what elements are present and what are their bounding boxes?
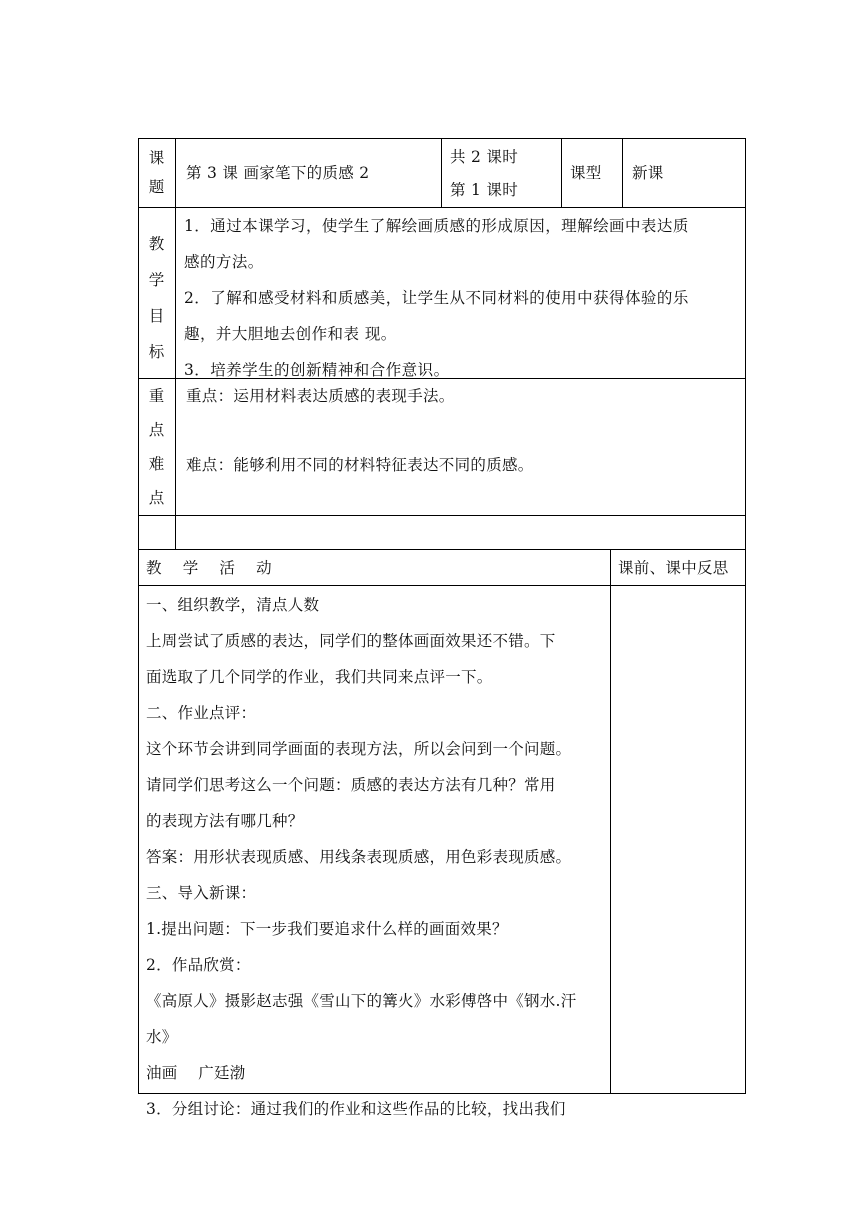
goal-line: 3．培养学生的创新精神和合作意识。 (184, 361, 450, 379)
goals-label-char: 教 (148, 235, 165, 253)
activity-line: 1.提出问题：下一步我们要追求什么样的画面效果？ (146, 920, 508, 938)
keypoints-label (138, 379, 175, 515)
goal-line: 感的方法。 (184, 253, 264, 271)
goals-label-char: 标 (148, 343, 165, 361)
table-divider-keypoints (138, 515, 746, 516)
lesson-title: 第 3 课 画家笔下的质感 2 (186, 164, 370, 182)
table-divider-empty (138, 549, 746, 550)
table-header-line-a (441, 138, 442, 208)
lesson-type-label: 课型 (570, 164, 602, 182)
header-label-char: 题 (148, 178, 165, 196)
activity-line: 答案：用形状表现质感、用线条表现质感，用色彩表现质感。 (146, 848, 572, 866)
table-reflection-column-line (610, 549, 611, 1094)
activity-line: 一、组织教学，清点人数 (146, 596, 320, 614)
reflection-header: 课前、课中反思 (618, 559, 729, 577)
current-hour: 第 1 课时 (450, 181, 519, 199)
activity-line: 3．分组讨论：通过我们的作业和这些作品的比较，找出我们 (146, 1100, 566, 1118)
table-divider-activities-header (138, 585, 746, 586)
lesson-type-value: 新课 (632, 164, 664, 182)
header-label (138, 144, 175, 202)
difficult-point-text: 难点：能够利用不同的材料特征表达不同的质感。 (186, 456, 534, 474)
activity-line: 油画 广廷渤 (146, 1064, 246, 1082)
goal-line: 趣，并大胆地去创作和表 现。 (184, 325, 397, 343)
table-header-line-b (561, 138, 562, 208)
activities-header: 教 学 活 动 (146, 559, 272, 577)
goals-label-char: 目 (148, 307, 165, 325)
goal-line: 1．通过本课学习，使学生了解绘画质感的形成原因，理解绘画中表达质 (184, 217, 689, 235)
goals-label (138, 226, 175, 370)
activity-line: 二、作业点评： (146, 704, 257, 722)
key-point-text: 重点：运用材料表达质感的表现手法。 (186, 387, 455, 405)
activity-line: 水》 (146, 1028, 178, 1046)
keypoints-label-char: 点 (148, 421, 165, 439)
activity-line: 请同学们思考这么一个问题：质感的表达方法有几种？常用 (146, 776, 556, 794)
keypoints-label-char: 难 (148, 455, 165, 473)
table-header-line-c (622, 138, 623, 208)
activity-line: 的表现方法有哪几种？ (146, 812, 304, 830)
activities-body (146, 587, 576, 1127)
table-label-column-line (175, 138, 176, 550)
goal-line: 2．了解和感受材料和质感美，让学生从不同材料的使用中获得体验的乐 (184, 289, 689, 307)
activity-line: 上周尝试了质感的表达，同学们的整体画面效果还不错。下 (146, 632, 556, 650)
activity-line: 三、导入新课： (146, 884, 257, 902)
table-border-top (138, 138, 746, 139)
activity-line: 《高原人》摄影赵志强《雪山下的篝火》水彩傅啓中《钢水.汗 (146, 992, 577, 1010)
goals-label-char: 学 (148, 271, 165, 289)
activity-line: 这个环节会讲到同学画面的表现方法，所以会问到一个问题。 (146, 740, 572, 758)
goals-text (184, 208, 689, 388)
header-label-char: 课 (148, 149, 165, 167)
activity-line: 面选取了几个同学的作业，我们共同来点评一下。 (146, 668, 493, 686)
total-hours: 共 2 课时 (450, 148, 519, 166)
table-border-right (745, 138, 746, 1094)
keypoints-label-char: 点 (148, 489, 165, 507)
keypoints-label-char: 重 (148, 387, 165, 405)
activity-line: 2．作品欣赏： (146, 956, 251, 974)
